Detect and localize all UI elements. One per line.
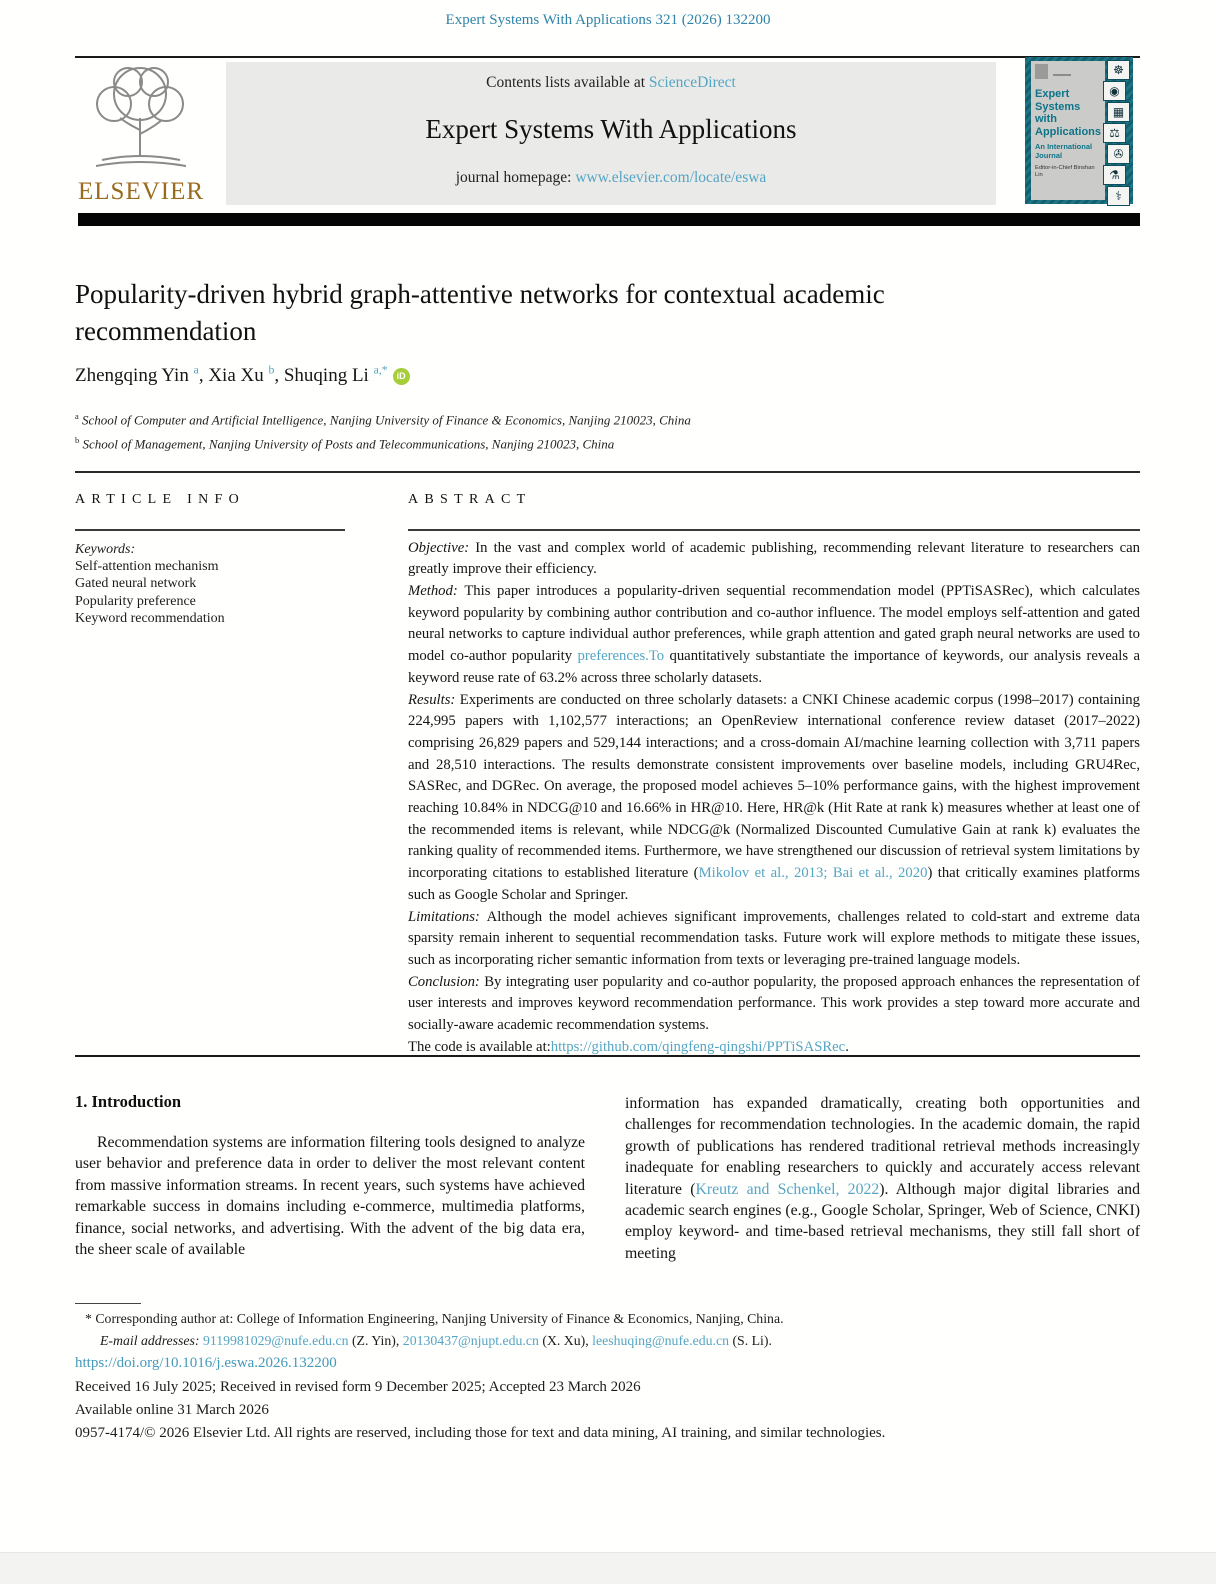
keyword-item: Self-attention mechanism — [75, 558, 219, 574]
cover-mini-logo-icon — [1035, 64, 1048, 79]
cover-medical-icon: ⚕ — [1107, 186, 1130, 206]
info-section-bottom-rule — [75, 1055, 1140, 1057]
inline-link[interactable]: Kreutz and Schenkel, 2022 — [695, 1180, 880, 1198]
available-online: Available online 31 March 2026 — [75, 1402, 269, 1418]
cover-scales-icon: ⚖ — [1103, 123, 1126, 143]
elsevier-wordmark: ELSEVIER — [78, 178, 205, 205]
affiliation-b-text: School of Management, Nanjing University of Posts and Telecommunications, Nanjing 210023, China — [79, 436, 615, 452]
email-addresses-note: E-mail addresses: 9119981029@nufe.edu.cn (Z. Yin), 20130437@njupt.edu.cn (X. Xu), leeshuqing@nufe.edu.cn (S. Li). — [100, 1333, 772, 1348]
cover-title: Expert Systems with Applications — [1035, 88, 1102, 138]
journal-banner — [226, 62, 996, 205]
affiliation-b-sup: b — [75, 435, 80, 446]
elsevier-logo[interactable] — [78, 60, 218, 206]
abstract-code-availability: The code is available at:https://github.com/qingfeng-qingshi/PPTiSASRec. — [408, 1038, 849, 1055]
footnote-rule — [75, 1303, 141, 1304]
intro-left-column — [75, 1132, 585, 1260]
corresponding-author-note: * Corresponding author at: College of Information Engineering, Nanjing University of Finance & Economics, Nanjing, China. — [85, 1311, 784, 1326]
abstract-heading: ABSTRACT — [408, 492, 532, 507]
sciencedirect-link[interactable]: ScienceDirect — [648, 74, 736, 91]
orcid-icon[interactable]: iD — [393, 368, 410, 385]
cover-editor: Editor-in-Chief Binshan Lin — [1035, 165, 1095, 178]
homepage-line — [226, 169, 996, 187]
article-title: Popularity-driven hybrid graph-attentive networks for contextual academic recommendation — [75, 279, 885, 346]
intro-right-column — [625, 1093, 1140, 1264]
inline-link[interactable]: leeshuqing@nufe.edu.cn — [592, 1333, 730, 1348]
abstract-paragraph-objective: Objective: In the vast and complex world of academic publishing, recommending relevant literature to researchers can greatly improve their efficiency. — [408, 539, 1140, 578]
cover-camera-icon: ◉ — [1103, 81, 1126, 101]
abstract-paragraph-limitations: Limitations: Although the model achieves significant improvements, challenges related to cold-start and extreme data sparsity remain inherent to sequential recommendation tasks. Future work will explore methods to mitigate these issues, such as incorporating richer semantic information from texts or leveraging pre-trained language models. — [408, 908, 1140, 968]
keyword-item: Keyword recommendation — [75, 611, 225, 627]
doi-link[interactable]: https://doi.org/10.1016/j.eswa.2026.132200 — [75, 1355, 337, 1371]
abstract-paragraph-method: Method: This paper introduces a popularity-driven sequential recommendation model (PPTiSASRec), which calculates keyword popularity by combining author contribution and co-author influence. The model employs self-attention and gated neural networks to capture individual author preferences, while graph attention and gated graph neural networks are used to model co-author popularity preferences.To quantitatively substantiate the importance of keywords, our analysis reveals a keyword reuse rate of 63.2% across three scholarly datasets. — [408, 583, 1141, 686]
abstract-paragraph-conclusion: Conclusion: By integrating user popularity and co-author popularity, the proposed approach enhances the representation of user interests and improves keyword recommendation performance. This work provides a step toward more accurate and socially-aware academic recommendation systems. — [408, 973, 1140, 1034]
homepage-prefix: journal homepage: — [455, 169, 576, 186]
affiliation-a-sup: a — [75, 411, 79, 421]
inline-link[interactable]: preferences.To — [577, 648, 665, 665]
page-bottom-band — [0, 1552, 1216, 1584]
cover-subtitle: An International Journal — [1035, 142, 1093, 160]
intro-paragraph-left: Recommendation systems are information filtering tools designed to analyze user behavior and preference data in order to deliver the most relevant content from massive information streams. In recent years, such systems have achieved remarkable success in domains including e-commerce, multimedia platforms, finance, social networks, and advertising. With the advent of the big data era, the sheer scale of available — [75, 1134, 585, 1259]
journal-homepage-link[interactable]: www.elsevier.com/locate/eswa — [575, 169, 767, 186]
abstract-column — [408, 492, 1140, 1058]
header-divider-bar — [78, 213, 1140, 226]
section-heading-introduction: 1. Introduction — [75, 1092, 182, 1111]
keywords-label: Keywords: — [75, 541, 136, 557]
running-head-citation[interactable]: Expert Systems With Applications 321 (2026) 132200 — [445, 12, 771, 28]
cover-icon-strip — [1107, 60, 1131, 207]
contents-prefix: Contents lists available at — [486, 74, 649, 91]
intro-paragraph-right: information has expanded dramatically, creating both opportunities and challenges for recommendation technologies. In the academic domain, the rapid growth of publications has rendered traditional retrieval methods increasingly inadequate for enabling researchers to quickly and accurately access relevant literature (Kreutz and Schenkel, 2022). Although major digital libraries and academic search engines (e.g., Google Scholar, Springer, Web of Science, CNKI) employ keyword- and time-based retrieval mechanisms, they still fall short of meeting — [625, 1095, 1140, 1262]
cover-decoration-line — [1053, 74, 1071, 76]
affiliations — [75, 406, 975, 455]
article-info-column — [75, 492, 347, 628]
affiliation-a — [75, 406, 975, 430]
journal-title: Expert Systems With Applications — [425, 114, 797, 144]
received-dates: Received 16 July 2025; Received in revised form 9 December 2025; Accepted 23 March 2026 — [75, 1379, 641, 1395]
header-top-rule — [75, 56, 1140, 58]
contents-line — [226, 74, 996, 92]
info-section-top-rule — [75, 471, 1140, 473]
article-info-rule — [75, 529, 345, 531]
cover-reel-icon: ✇ — [1107, 144, 1130, 164]
issn-copyright: 0957-4174/© 2026 Elsevier Ltd. All rights are reserved, including those for text and data mining, AI training, and similar technologies. — [75, 1425, 886, 1441]
keyword-item: Popularity preference — [75, 593, 196, 609]
cover-wheel-icon: ☸ — [1107, 60, 1130, 80]
author-line — [75, 364, 775, 387]
journal-cover-thumbnail[interactable] — [1025, 57, 1133, 204]
abstract-paragraph-results: Results: Experiments are conducted on three scholarly datasets: a CNKI Chinese academic corpus (1998–2017) containing 224,995 papers with 1,102,577 interactions; an OpenReview international conference review dataset (2017–2022) comprising 26,829 papers and 529,144 interactions; and a cross-domain AI/machine learning collection with 3,711 papers and 28,510 interactions. The results demonstrate consistent improvements over baseline models, including GRU4Rec, SASRec, and DGRec. On average, the proposed model achieves 5–10% performance gains, with the highest improvement reaching 10.84% in NDCG@10 and 16.66% in HR@10. Here, HR@k (Hit Rate at rank k) measures whether at least one of the recommended items is relevant, while NDCG@k (Normalized Discounted Cumulative Gain at rank k) evaluates the ranking quality of recommended items. Furthermore, we have strengthened our discussion of retrieval system limitations by incorporating citations to established literature (Mikolov et al., 2013; Bai et al., 2020) that critically examines platforms such as Google Scholar and Springer. — [408, 691, 1140, 903]
inline-link[interactable]: https://github.com/qingfeng-qingshi/PPTiSASRec — [550, 1038, 846, 1055]
affiliation-b — [75, 430, 975, 454]
elsevier-tree-icon — [80, 60, 200, 178]
affiliation-a-text: School of Computer and Artificial Intelligence, Nanjing University of Finance & Economics, Nanjing 210023, China — [78, 412, 691, 428]
inline-link[interactable]: Mikolov et al., 2013; Bai et al., 2020 — [698, 865, 928, 882]
inline-link[interactable]: 9119981029@nufe.edu.cn — [202, 1333, 349, 1348]
cover-panel — [1031, 61, 1105, 200]
abstract-body — [408, 538, 1140, 1059]
article-info-heading: ARTICLE INFO — [75, 492, 246, 507]
cover-chart-icon: ▦ — [1107, 102, 1130, 122]
author-names: Zhengqing Yin $^a$, Xia Xu $^b$, Shuqing Li $^{a,*}$ — [75, 364, 388, 387]
abstract-rule — [408, 529, 1140, 531]
cover-flask-icon: ⚗ — [1103, 165, 1126, 185]
inline-link[interactable]: 20130437@njupt.edu.cn — [402, 1333, 539, 1348]
keyword-item: Gated neural network — [75, 576, 197, 592]
